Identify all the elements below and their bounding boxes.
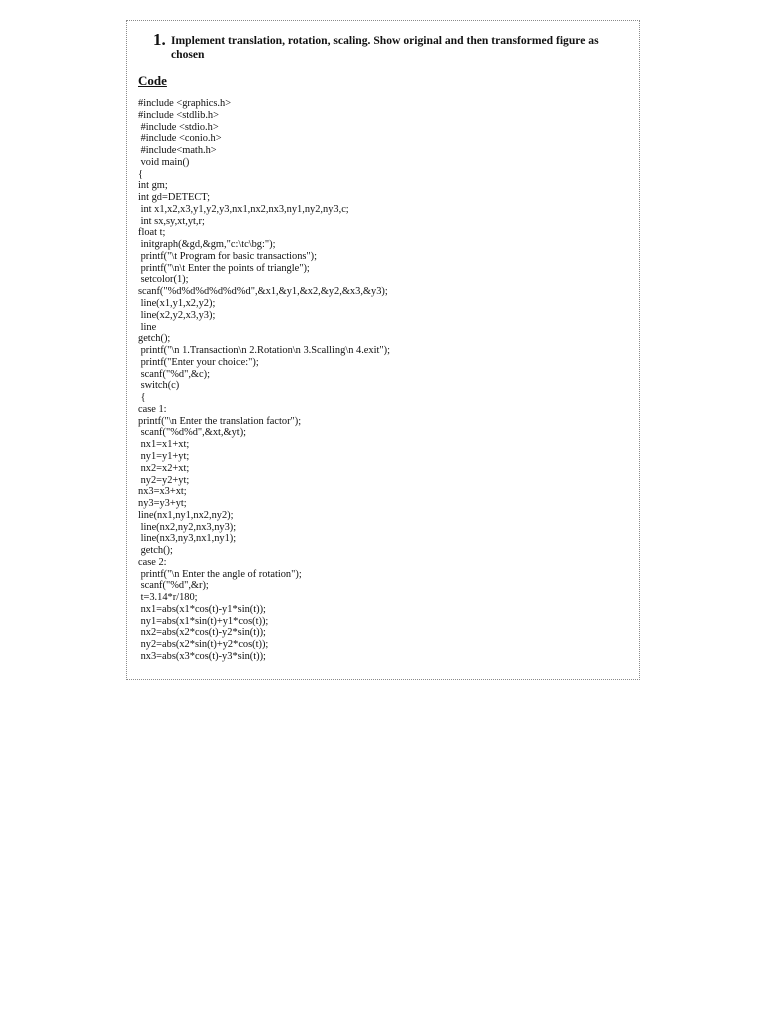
code-line: scanf("%d",&r);: [138, 580, 209, 592]
code-line: #include <stdlib.h>: [138, 109, 219, 121]
code-line: line(x2,y2,x3,y3);: [138, 309, 216, 321]
code-line: getch();: [138, 333, 171, 345]
code-line: line(nx1,ny1,nx2,ny2);: [138, 509, 234, 521]
document-page: [126, 20, 640, 680]
code-line: ny2=y2+yt;: [138, 474, 190, 486]
code-line: initgraph(&gd,&gm,"c:\tc\bg:");: [138, 239, 276, 251]
code-line: float t;: [138, 227, 166, 239]
code-line: scanf("%d",&c);: [138, 368, 210, 380]
code-line: int gd=DETECT;: [138, 192, 210, 204]
code-line: nx1=x1+xt;: [138, 439, 190, 451]
code-line: int x1,x2,x3,y1,y2,y3,nx1,nx2,nx3,ny1,ny2,ny3,c;: [138, 203, 349, 215]
question-number: 1.: [153, 30, 166, 49]
code-line: t=3.14*r/180;: [138, 592, 198, 604]
code-block: [138, 98, 390, 663]
code-line: printf("\n Enter the angle of rotation");: [138, 568, 302, 580]
code-line: getch();: [138, 545, 173, 557]
code-line: void main(): [138, 156, 190, 168]
code-line: nx2=x2+xt;: [138, 462, 190, 474]
code-line: scanf("%d%d",&xt,&yt);: [138, 427, 247, 439]
code-line: case 2:: [138, 556, 167, 568]
question-text: Implement translation, rotation, scaling. Show original and then transformed figure as chosen: [171, 34, 599, 61]
code-line: nx3=abs(x3*cos(t)-y3*sin(t));: [138, 650, 266, 662]
code-line: ny1=y1+yt;: [138, 450, 190, 462]
code-line: printf("\n 1.Transaction\n 2.Rotation\n 3.Scalling\n 4.exit");: [138, 345, 390, 357]
code-line: line: [138, 321, 157, 333]
code-heading: Code: [138, 73, 167, 88]
code-line: line(x1,y1,x2,y2);: [138, 298, 216, 310]
code-line: line(nx3,ny3,nx1,ny1);: [138, 533, 237, 545]
code-line: #include <conio.h>: [138, 133, 222, 145]
code-line: #include<math.h>: [138, 145, 217, 157]
code-line: printf("Enter your choice:");: [138, 356, 259, 368]
code-line: ny3=y3+yt;: [138, 498, 187, 510]
code-line: printf("\n\t Enter the points of triangle");: [138, 262, 310, 274]
code-line: line(nx2,ny2,nx3,ny3);: [138, 521, 237, 533]
code-line: printf("\t Program for basic transactions");: [138, 250, 318, 262]
code-line: {: [138, 168, 143, 180]
code-line: #include <graphics.h>: [138, 98, 232, 109]
code-line: nx3=x3+xt;: [138, 486, 187, 498]
code-line: scanf("%d%d%d%d%d%d",&x1,&y1,&x2,&y2,&x3,&y3);: [138, 286, 388, 298]
code-line: ny2=abs(x2*sin(t)+y2*cos(t));: [138, 639, 269, 651]
code-line: setcolor(1);: [138, 274, 189, 286]
code-line: ny1=abs(x1*sin(t)+y1*cos(t));: [138, 615, 269, 627]
code-line: int gm;: [138, 180, 168, 192]
code-line: switch(c): [138, 380, 180, 392]
code-line: int sx,sy,xt,yt,r;: [138, 215, 205, 227]
code-line: {: [138, 392, 146, 404]
code-line: printf("\n Enter the translation factor");: [138, 415, 302, 427]
code-line: #include <stdio.h>: [138, 121, 219, 133]
code-line: nx1=abs(x1*cos(t)-y1*sin(t));: [138, 603, 266, 615]
code-line: case 1:: [138, 403, 167, 415]
code-line: nx2=abs(x2*cos(t)-y2*sin(t));: [138, 627, 266, 639]
